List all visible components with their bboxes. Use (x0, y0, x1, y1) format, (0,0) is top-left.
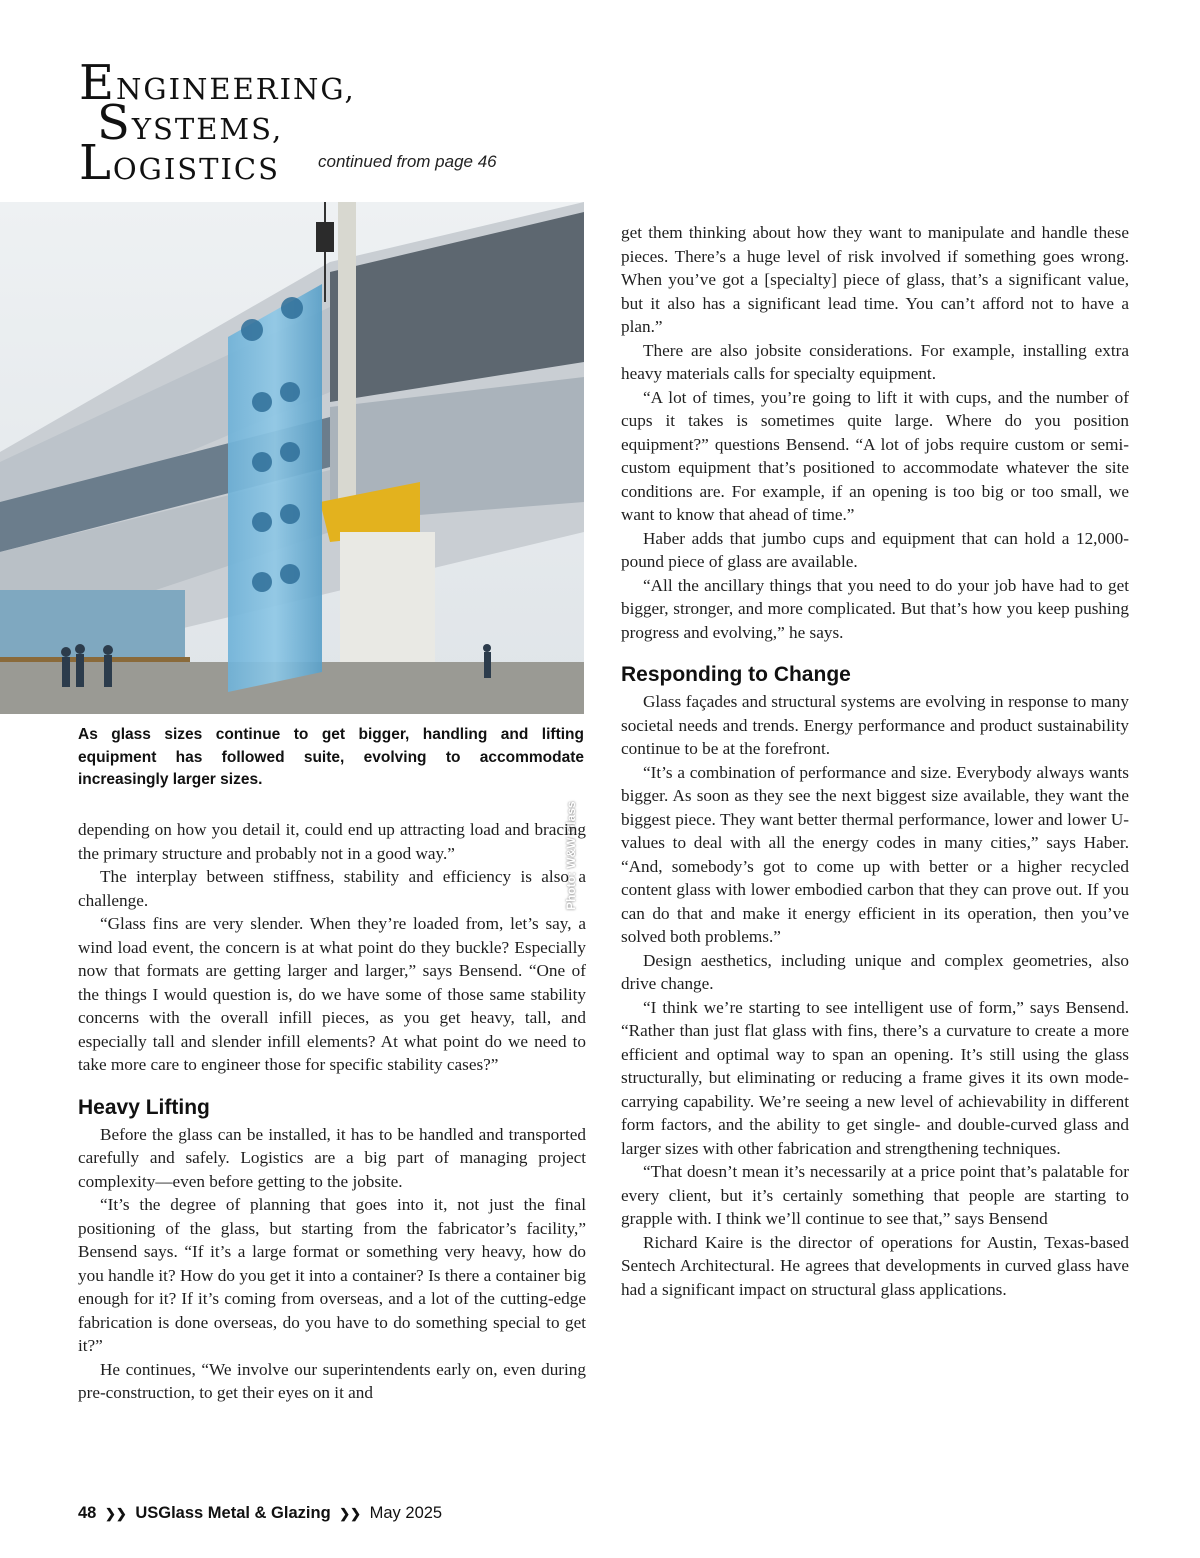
right-paragraph-6: Glass façades and structural systems are evolving in response to many societal needs and trends. Energy performance and product sustainability continue to be at the forefront. (621, 692, 1129, 758)
page-number: 48 (78, 1504, 97, 1522)
photo-caption: As glass sizes continue to get bigger, handling and lifting equipment has followed suite, evolving to accommodate increasingly larger sizes. (78, 726, 584, 788)
section-title-line-3 (79, 135, 356, 191)
crane-body (340, 532, 435, 662)
left-paragraph-1: depending on how you detail it, could end up attracting load and bracing the primary structure and probably not in a good way.” (78, 820, 586, 863)
crane-boom (338, 202, 356, 532)
section-title-line-2 (79, 95, 356, 151)
right-paragraph-8: Design aesthetics, including unique and complex geometries, also drive change. (621, 950, 1129, 993)
footer-separator-icon: ❯❯ (339, 1506, 362, 1521)
title-word-systems: YSTEMS, (131, 112, 284, 146)
title-initial-l: L (79, 135, 113, 191)
right-paragraph-9: “I think we’re starting to see intelligent use of form,” says Bensend. “Rather than just flat glass with fins, there’s a curvature to create a more efficient and optimal way to span an opening. It’s still using the glass structurally, but eliminating or reducing a frame gives it its own mode-carrying capability. We’re seeing a new level of achievability in different form factors, and the ability to get single- and double-curved glass and larger sizes with other fabrication and strengthening techniques. (621, 997, 1129, 1158)
issue-date: May 2025 (369, 1504, 443, 1522)
glass-installation-illustration (0, 202, 584, 714)
glass-crate (0, 590, 185, 662)
right-paragraph-1: get them thinking about how they want to manipulate and handle these pieces. There’s a huge level of risk involved if something goes wrong. When you’ve got a [specialty] piece of glass, that’s a significant value, but it also has a significant lead time. You can’t afford not to have a plan.” (621, 223, 1129, 336)
crane-hook (316, 222, 334, 252)
heading-responding-to-change: Responding to Change (621, 663, 851, 686)
left-paragraph-2: The interplay between stiffness, stability and efficiency is also a challenge. (78, 867, 586, 910)
title-initial-e: E (79, 55, 117, 111)
section-header (79, 55, 356, 191)
left-paragraph-4: Before the glass can be installed, it has to be handled and transported carefully and safely. Logistics are a big part of managing project complexity—even before getting to the jobsite. (78, 1124, 586, 1191)
right-paragraph-4: Haber adds that jumbo cups and equipment that can hold a 12,000-pound piece of glass are available. (621, 528, 1129, 571)
title-word-logistics: OGISTICS (112, 152, 280, 186)
left-paragraph-3: “Glass fins are very slender. When they’re loaded from, let’s say, a wind load event, the concern is at what point do they buckle? Especially now that formats are getting larger and larger,” says Bensend. “One of the things I would question is, do we have some of those same stability concerns with the overall infill pieces, as you get heavy, tall, and especially tall and slender infill elements? At what point do we need to take more care to engineer those for specific stability cases?” (78, 914, 586, 1074)
right-paragraph-2: There are also jobsite considerations. For example, installing extra heavy materials calls for specialty equipment. (621, 340, 1129, 383)
title-initial-s: S (97, 95, 132, 151)
section-title (79, 55, 356, 191)
heading-heavy-lifting: Heavy Lifting (78, 1095, 210, 1119)
right-paragraph-10: “That doesn’t mean it’s necessarily at a price point that’s palatable for every client, but it’s certainly something that people are starting to grapple with. I think we’ll continue to see that,” says Bensend (621, 1162, 1129, 1228)
photo-credit: Photo: W&W Glass (564, 801, 578, 910)
right-paragraph-7: “It’s a combination of performance and size. Everybody always wants bigger. As soon as they see the next biggest size available, they want the biggest piece. They want better thermal performance, lower and lower U-values to deal with all the energy codes in many cities,” says Haber. “And, somebody’s got to come up with better or a higher recycled content glass with lower embodied carbon that they can prove out. If you can do that and make it energy efficient in its operation, then you’ve solved both problems.” (621, 762, 1129, 946)
glass-panel (228, 284, 322, 692)
title-word-engineering: NGINEERING, (116, 72, 356, 106)
publication-name: USGlass Metal & Glazing (135, 1504, 331, 1522)
continued-note: continued from page 46 (318, 152, 497, 171)
right-paragraph-5: “All the ancillary things that you need to do your job have had to get bigger, stronger, and more complicated. But that’s how you keep pushing progress and evolving,” he says. (621, 575, 1129, 642)
left-paragraph-6: He continues, “We involve our superintendents early on, even during pre-construction, to get their eyes on it and (78, 1359, 586, 1402)
right-paragraph-11: Richard Kaire is the director of operations for Austin, Texas-based Sentech Architectural. He agrees that developments in curved glass have had a significant impact on structural glass applications. (621, 1232, 1129, 1299)
page-footer (78, 1504, 442, 1523)
footer-separator-icon: ❯❯ (104, 1506, 127, 1521)
left-column (78, 818, 586, 1405)
right-column (621, 221, 1129, 1301)
right-paragraph-3: “A lot of times, you’re going to lift it with cups, and the number of cups it takes is sometimes quite large. Where do you position equipment?” questions Bensend. “A lot of jobs require custom or semi-custom equipment that’s positioned to accommodate whatever the site conditions are. For example, if an opening is too big or too small, we want to know that ahead of time.” (621, 387, 1129, 524)
left-paragraph-5: “It’s the degree of planning that goes into it, not just the final positioning of the glass, but starting from the fabricator’s facility,” Bensend says. “If it’s a large format or something very heavy, how do you handle it? How do you get it into a container? Is there a container big enough for it? If it’s coming from overseas, and a lot of the cutting-edge fabrication is done overseas, do you have to do something special to get it?” (78, 1195, 586, 1355)
